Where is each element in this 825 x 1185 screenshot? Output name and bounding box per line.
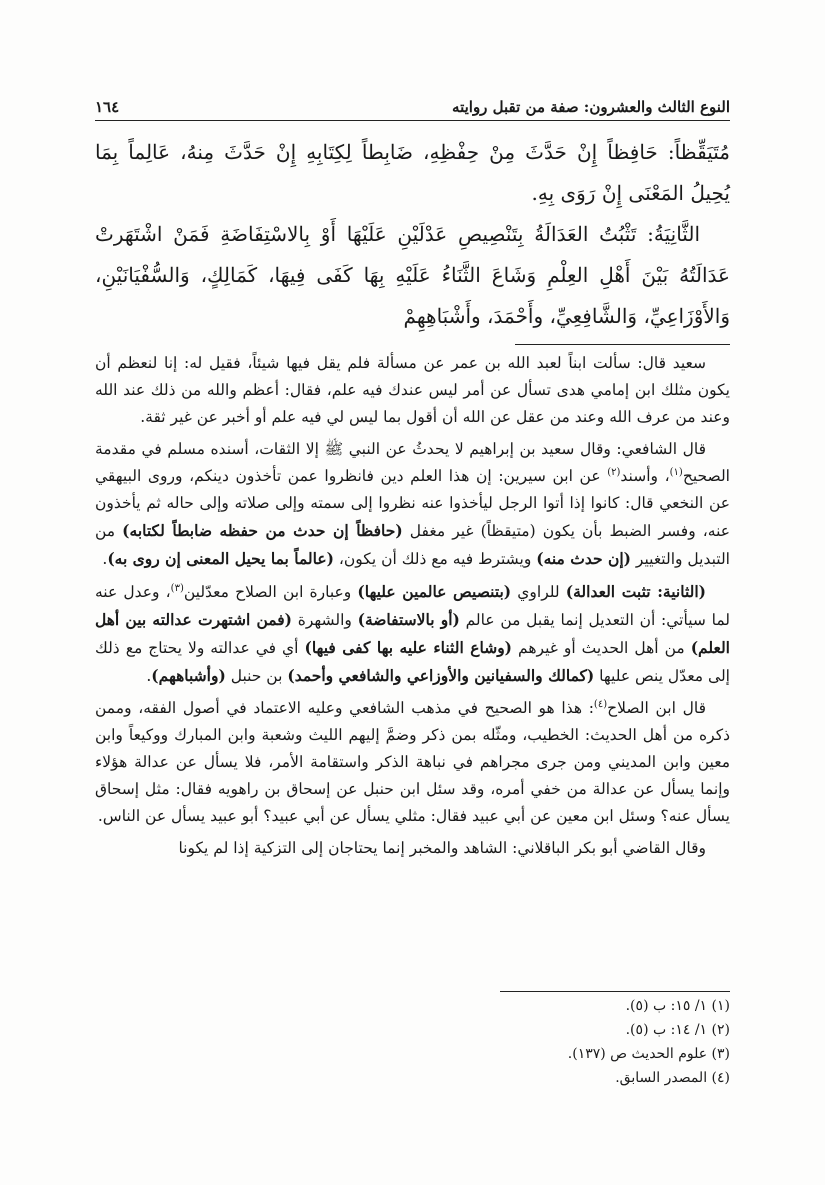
text-run: بن حنبل (225, 667, 288, 685)
text-run: . (146, 667, 152, 685)
footnote-ref-3: (٣) (170, 582, 184, 594)
footnote-1: (١) ١/ ١٥: ب (٥). (625, 998, 730, 1014)
text-run: من التبديل والتغيير (95, 522, 730, 568)
main-paragraph-2: الثَّانِيَةُ: تَثْبُتُ العَدَالَةُ بِتَنْصِيصِ عَدْلَيْنِ عَلَيْهَا أَوْ بِالاسْتِفَاضَةِ فَمَنْ اشْتَهَرتْ عَدَالَتُهُ بَيْنَ أَهْلِ العِلْمِ وَشَاعَ الثَّنَاءُ عَلَيْهِ بِهَا كَفَى فِيهَا، كَمَالِكٍ، وَالسُّفْيَانَيْنِ، وَالأَوْزَاعِيِّ، وَالشَّافِعِيِّ، وأَحْمَدَ، وأَشْبَاهِهِمْ (95, 222, 730, 328)
text-run: للراوي (511, 583, 566, 601)
text-run: أي في عدالته ولا يحتاج مع ذلك إلى معدّل ينص عليها (95, 639, 730, 685)
running-title: النوع الثالث والعشرون: صفة من تقبل روايته (452, 98, 730, 116)
quoted-text: (وأشباههم) (151, 666, 226, 685)
text-run: وعبارة ابن الصلاح معدّلين (183, 583, 358, 601)
quoted-text: (بتنصيص عالمين عليها) (357, 582, 512, 601)
commentary-paragraph-1: سعيد قال: سألت ابناً لعبد الله بن عمر عن مسألة فلم يقل فيها شيئاً، فقيل له: إنا لنعظم أن يكون مثلك ابن إمامي هدى تسأل عن أمر ليس عندك فيه علم، فقال: أعظم والله من ذلك عند الله وعند من عرف الله وعند من عقل عن الله أن أقول بما ليس لي فيه علم أو أخبر عن غير ثقة. (95, 354, 730, 426)
footnote-3: (٣) علوم الحديث ص (١٣٧). (567, 1046, 730, 1062)
commentary-paragraph-3 (95, 578, 730, 690)
text-run: : هذا هو الصحيح في مذهب الشافعي وعليه الاعتماد في أصول الفقه، وممن ذكره من أهل الحديث: الخطيب، ومثّله بمن ذكر وضمَّ إليهم الليث وشعبة وابن المبارك ووكيعاً وابن معين وابن المديني ومن جرى مجراهم في نباهة الذكر واستقامة الأمر، فلا يسأل عن عدالة هؤلاء وإنما يسأل عن عدالة من خفي أمره، وقد سئل ابن حنبل عن إسحاق بن راهويه فقال: مثل إسحاق يسأل عنه؟ وسئل ابن معين عن أبي عبيد فقال: مثلي يسأل عن أبي عبيد؟ أبو عبيد يسأل عن الناس. (95, 699, 730, 825)
quoted-text: (وشاع الثناء عليه بها كفى فيها) (304, 638, 513, 657)
footnotes (95, 994, 730, 1090)
header-rule (95, 120, 730, 121)
text-run: والشهرة (291, 611, 358, 629)
quoted-text: (فمن اشتهرت عدالته بين أهل العلم) (95, 610, 730, 657)
main-paragraph-1: مُتَيَقِّظاً: حَافِظاً إِنْ حَدَّثَ مِنْ حِفْظِهِ، ضَابِطاً لِكِتَابِهِ إِنْ حَدَّثَ مِنهُ، عَالِماً بِمَا يُحِيلُ المَعْنَى إِنْ رَوَى بِهِ. (95, 140, 730, 205)
quoted-text: (إن حدث منه) (536, 549, 631, 568)
page-number: ١٦٤ (95, 98, 120, 116)
quoted-text: (أو بالاستفاضة) (357, 610, 460, 629)
text-run: ، وعدل عنه لما سيأتي: أن التعديل إنما يقبل من عالم (95, 583, 731, 629)
footnote-ref-4: (٤) (593, 698, 608, 710)
text-run: من أهل الحديث أو غيرهم (512, 639, 691, 657)
text-run: . (102, 550, 108, 568)
main-text (95, 132, 730, 337)
quoted-text: (الثانية: تثبت العدالة) (565, 582, 706, 601)
commentary-separator (515, 344, 730, 345)
commentary-paragraph-4 (95, 695, 730, 830)
page-header (95, 90, 730, 116)
footnote-ref-2: (٢) (607, 466, 621, 478)
footnote-ref-1: (١) (669, 466, 683, 478)
footnote-separator (500, 991, 730, 992)
commentary-paragraph-2 (95, 436, 730, 573)
quoted-text: (عالماً بما يحيل المعنى إن روى به) (107, 549, 334, 568)
text-run: قال ابن الصلاح (607, 699, 706, 717)
footnote-2: (٢) ١/ ١٤: ب (٥). (625, 1022, 730, 1038)
footnote-4: (٤) المصدر السابق. (615, 1070, 730, 1086)
commentary-paragraph-5: وقال القاضي أبو بكر الباقلاني: الشاهد والمخبر إنما يحتاجان إلى التزكية إذا لم يكونا (178, 839, 706, 857)
text-run: ويشترط فيه مع ذلك أن يكون، (333, 550, 537, 568)
commentary-text (95, 350, 730, 867)
text-run: عن ابن سيرين: إن هذا العلم دين فانظروا عمن تأخذون دينكم، وروى البيهقي عن النخعي قال: كانوا إذا أتوا الرجل ليأخذوا عنه نظروا إلى سمته وإلى صلاته وإلى حاله ثم يأخذون عنه، وفسر الضبط بأن يكون (متيقظاً) غير مغفل (95, 467, 731, 540)
quoted-text: (حافظاً إن حدث من حفظه ضابطاً لكتابه) (122, 521, 403, 540)
text-run: ، وأسند (620, 467, 670, 485)
text-run: قال الشافعي: وقال سعيد بن إبراهيم لا يحدثُ عن النبي ﷺ إلا الثقات، أسنده مسلم في مقدمة الصحيح (95, 440, 730, 485)
quoted-text: (كمالك والسفيانين والأوزاعي والشافعي وأحمد) (287, 666, 595, 685)
